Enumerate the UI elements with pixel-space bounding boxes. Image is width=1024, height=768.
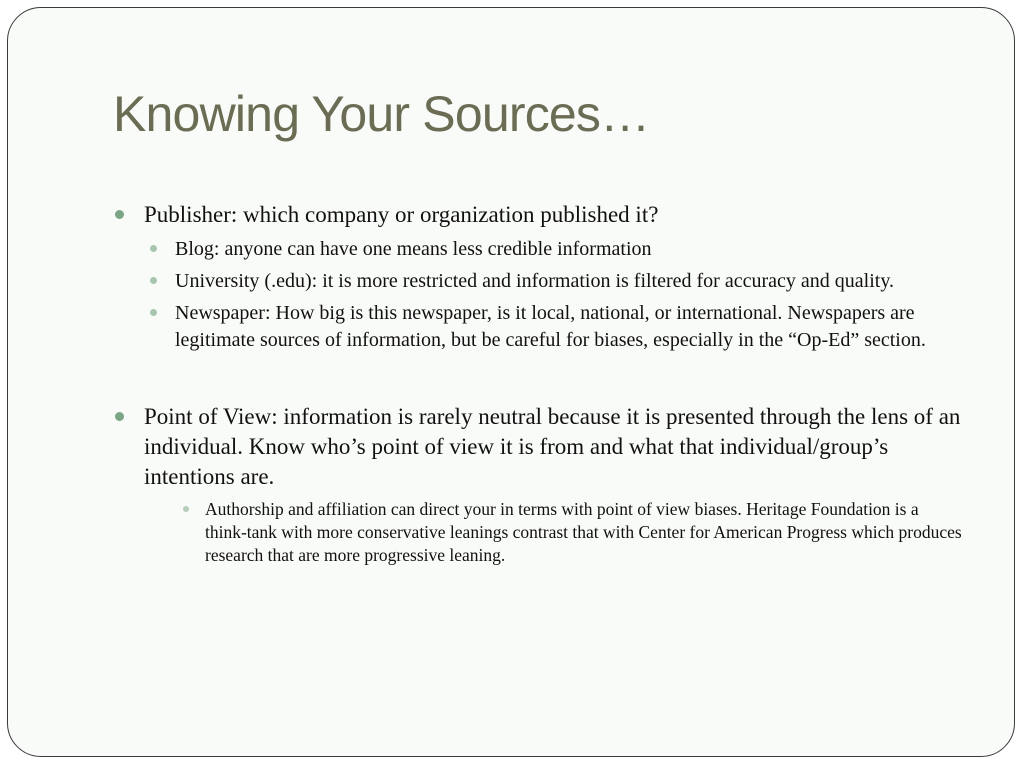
sub-bullet-text: Authorship and affiliation can direct your in terms with point of view biases. Heritage Foundation is a think-tank with more conservative leanings contrast that with Center for American Progress which produces research that are more progressive leaning. [205, 499, 962, 565]
slide-title: Knowing Your Sources… [113, 86, 650, 142]
bullet-text: Point of View: information is rarely neutral because it is presented through the lens of an individual. Know who’s point of view it is from and what that individual/group’s intentions are. [144, 404, 961, 489]
sub-bullet-authorship [175, 498, 963, 567]
bullet-point-of-view [113, 402, 963, 492]
bullet-list [113, 200, 963, 567]
sub-bullet-text: University (.edu): it is more restricted and information is filtered for accuracy and quality. [175, 270, 895, 292]
bullet-dot-icon [150, 245, 157, 252]
bullet-dot-icon [183, 506, 189, 512]
bullet-dot-icon [150, 309, 157, 316]
sub-bullet-university [144, 268, 963, 295]
bullet-dot-icon [115, 412, 124, 421]
bullet-dot-icon [150, 277, 157, 284]
bullet-dot-icon [115, 210, 124, 219]
sub-bullet-newspaper [144, 300, 963, 354]
sub-bullet-text: Blog: anyone can have one means less credible information [175, 238, 652, 260]
bullet-text: Publisher: which company or organization published it? [144, 202, 659, 227]
sub-bullet-blog [144, 236, 963, 263]
bullet-publisher [113, 200, 963, 230]
sub-bullet-text: Newspaper: How big is this newspaper, is it local, national, or international. Newspapers are legitimate sources of information, but be careful for biases, especially in the “Op-Ed” section. [175, 302, 926, 351]
